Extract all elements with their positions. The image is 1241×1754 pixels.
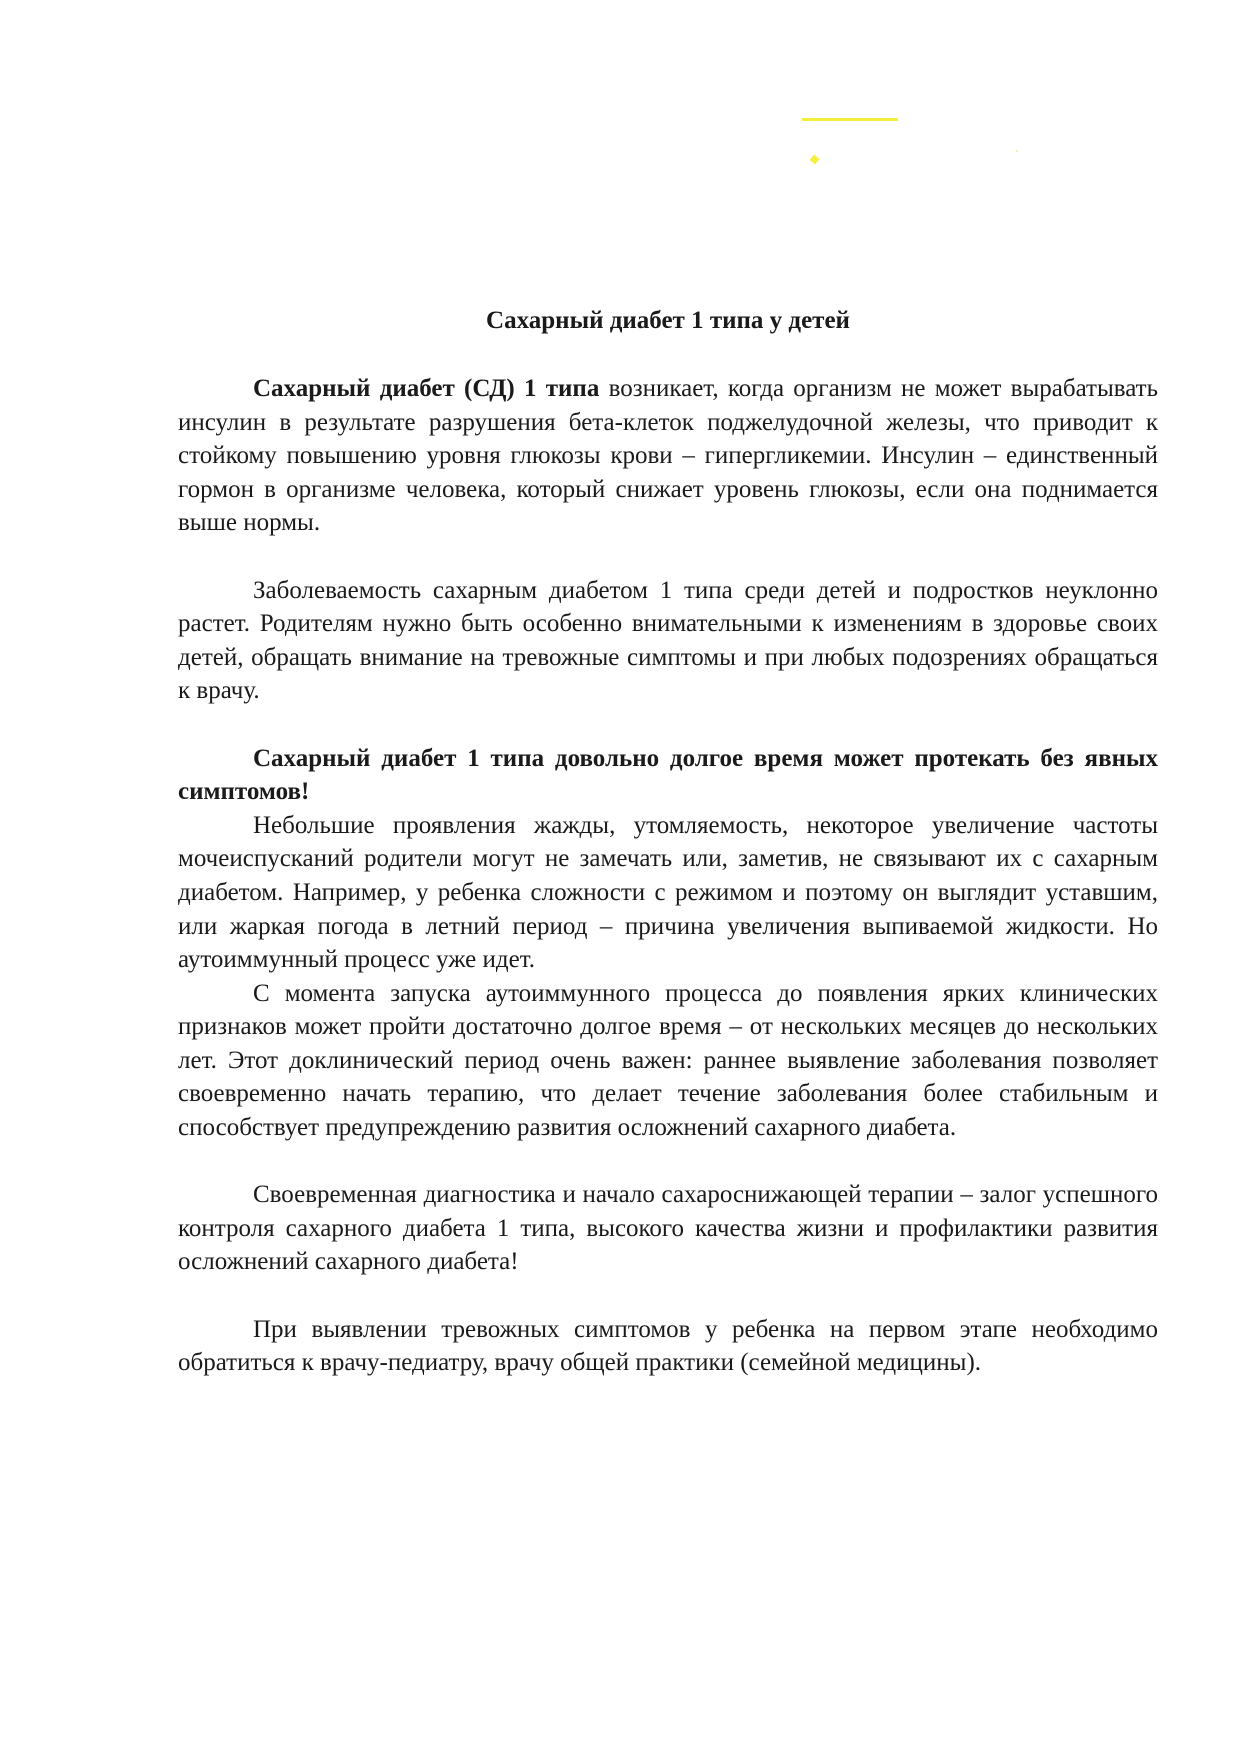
- paragraph-advice: При выявлении тревожных симптомов у ребенка на первом этапе необходимо обратиться к врачу-педиатру, врачу общей практики (семейной медицины).: [178, 1315, 1158, 1377]
- highlighter-tick: [810, 155, 820, 165]
- paragraph-diagnostics: Своевременная диагностика и начало сахароснижающей терапии – залог успешного контроля сахарного диабета 1 типа, высокого качества жизни и профилактики развития осложнений сахарного диабета!: [178, 1181, 1158, 1276]
- intro-text: возникает, когда организм не может вырабатывать инсулин в результате разрушения бета-клеток поджелудочной железы, что приводит к стойкому повышению уровня глюкозы крови – гипергликемии. Инсулин – единственный гормон в организме человека, который снижает уровень глюкозы, если она поднимается выше нормы.: [178, 375, 1158, 537]
- document-body: [178, 372, 1158, 1380]
- paragraph-intro: [178, 372, 1158, 540]
- highlighter-stroke: [802, 118, 898, 121]
- paragraph-preclinical: С момента запуска аутоиммунного процесса до появления ярких клинических признаков может пройти достаточно долгое время – от нескольких месяцев до нескольких лет. Этот доклинический период очень важен: раннее выявление заболевания позволяет своевременно начать терапию, что делает течение заболевания более стабильным и способствует предупреждению развития осложнений сахарного диабета.: [178, 979, 1158, 1142]
- paragraph-warning: Сахарный диабет 1 типа довольно долгое время может протекать без явных симптомов!: [178, 744, 1158, 806]
- paragraph-incidence: Заболеваемость сахарным диабетом 1 типа среди детей и подростков неуклонно растет. Родителям нужно быть особенно внимательными к изменениям в здоровье своих детей, обращать внимание на тревожные симптомы и при любых подозрениях обращаться к врачу.: [178, 576, 1158, 705]
- intro-lead: Сахарный диабет (СД) 1 типа: [253, 375, 600, 402]
- paragraph-symptoms: Небольшие проявления жажды, утомляемость, некоторое увеличение частоты мочеиспусканий родители могут не замечать или, заметив, не связывают их с сахарным диабетом. Например, у ребенка сложности с режимом и поэтому он выглядит уставшим, или жаркая погода в летний период – причина увеличения выпиваемой жидкости. Но аутоиммунный процесс уже идет.: [178, 811, 1158, 974]
- page-title: Сахарный диабет 1 типа у детей: [486, 307, 850, 334]
- highlighter-speck: [1016, 150, 1018, 152]
